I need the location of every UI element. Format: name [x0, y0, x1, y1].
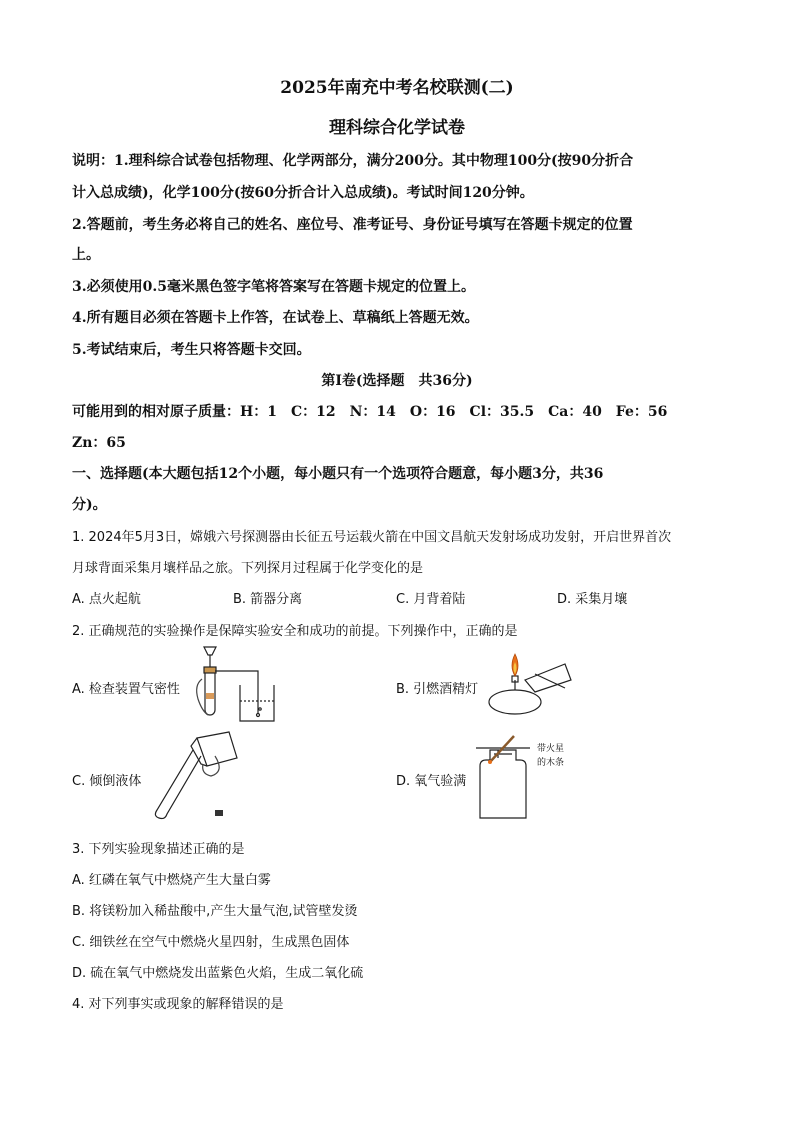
- exam-subtitle: 理科综合化学试卷: [329, 118, 465, 138]
- part-heading: 分)。: [72, 497, 107, 513]
- instruction-line: 说明：1.理科综合试卷包括物理、化学两部分，满分200分。其中物理100分(按90分折合: [72, 153, 634, 169]
- section-title: 第Ⅰ卷(选择题 共36分): [321, 373, 473, 389]
- atomic-mass-line: Zn：65: [72, 435, 126, 451]
- q2-option-b: B. 引燃酒精灯: [396, 682, 479, 697]
- airtightness-apparatus-illustration: [188, 645, 278, 725]
- instruction-line: 2.答题前，考生务必将自己的姓名、座位号、准考证号、身份证号填写在答题卡规定的位置: [72, 217, 633, 233]
- instruction-line: 3.必须使用0.5毫米黑色签字笔将答案写在答题卡规定的位置上。: [72, 279, 475, 295]
- atomic-mass-line: 可能用到的相对原子质量：H：1 C：12 N：14 O：16 Cl：35.5 Ca：40 Fe：56: [72, 404, 668, 420]
- question-2-stem: 2. 正确规范的实验操作是保障实验安全和成功的前提。下列操作中，正确的是: [72, 624, 518, 639]
- instruction-line: 5.考试结束后，考生只将答题卡交回。: [72, 342, 311, 358]
- pouring-liquid-illustration: [145, 728, 245, 823]
- q1-option-a: A. 点火起航: [72, 592, 141, 607]
- q3-option-d: D. 硫在氧气中燃烧发出蓝紫色火焰，生成二氧化硫: [72, 966, 364, 981]
- alcohol-lamp-illustration: [485, 652, 575, 722]
- q1-option-c: C. 月背着陆: [396, 592, 466, 607]
- q2-option-a: A. 检查装置气密性: [72, 682, 180, 697]
- q1-option-b: B. 箭器分离: [233, 592, 303, 607]
- q3-option-b: B. 将镁粉加入稀盐酸中,产生大量气泡,试管壁发烫: [72, 904, 358, 919]
- instruction-line: 上。: [72, 247, 100, 263]
- question-1-stem: 月球背面采集月壤样品之旅。下列探月过程属于化学变化的是: [72, 561, 424, 576]
- q3-option-a: A. 红磷在氧气中燃烧产生大量白雾: [72, 873, 271, 888]
- question-1-stem: 1. 2024年5月3日，嫦娥六号探测器由长征五号运载火箭在中国文昌航天发射场成功发射，开启世界首次: [72, 530, 672, 545]
- question-4-stem: 4. 对下列事实或现象的解释错误的是: [72, 997, 284, 1012]
- exam-title: 2025年南充中考名校联测(二): [280, 78, 514, 98]
- splint-label: 带火星: [537, 744, 565, 754]
- question-3-stem: 3. 下列实验现象描述正确的是: [72, 842, 245, 857]
- instruction-line: 4.所有题目必须在答题卡上作答，在试卷上、草稿纸上答题无效。: [72, 310, 479, 326]
- q2-option-d: D. 氧气验满: [396, 774, 467, 789]
- splint-label: 的木条: [537, 758, 565, 768]
- part-heading: 一、选择题(本大题包括12个小题，每小题只有一个选项符合题意，每小题3分，共36: [72, 466, 604, 482]
- q1-option-d: D. 采集月壤: [557, 592, 628, 607]
- q3-option-c: C. 细铁丝在空气中燃烧火星四射，生成黑色固体: [72, 935, 350, 950]
- q2-option-c: C. 倾倒液体: [72, 774, 142, 789]
- instruction-line: 计入总成绩)，化学100分(按60分折合计入总成绩)。考试时间120分钟。: [72, 185, 534, 201]
